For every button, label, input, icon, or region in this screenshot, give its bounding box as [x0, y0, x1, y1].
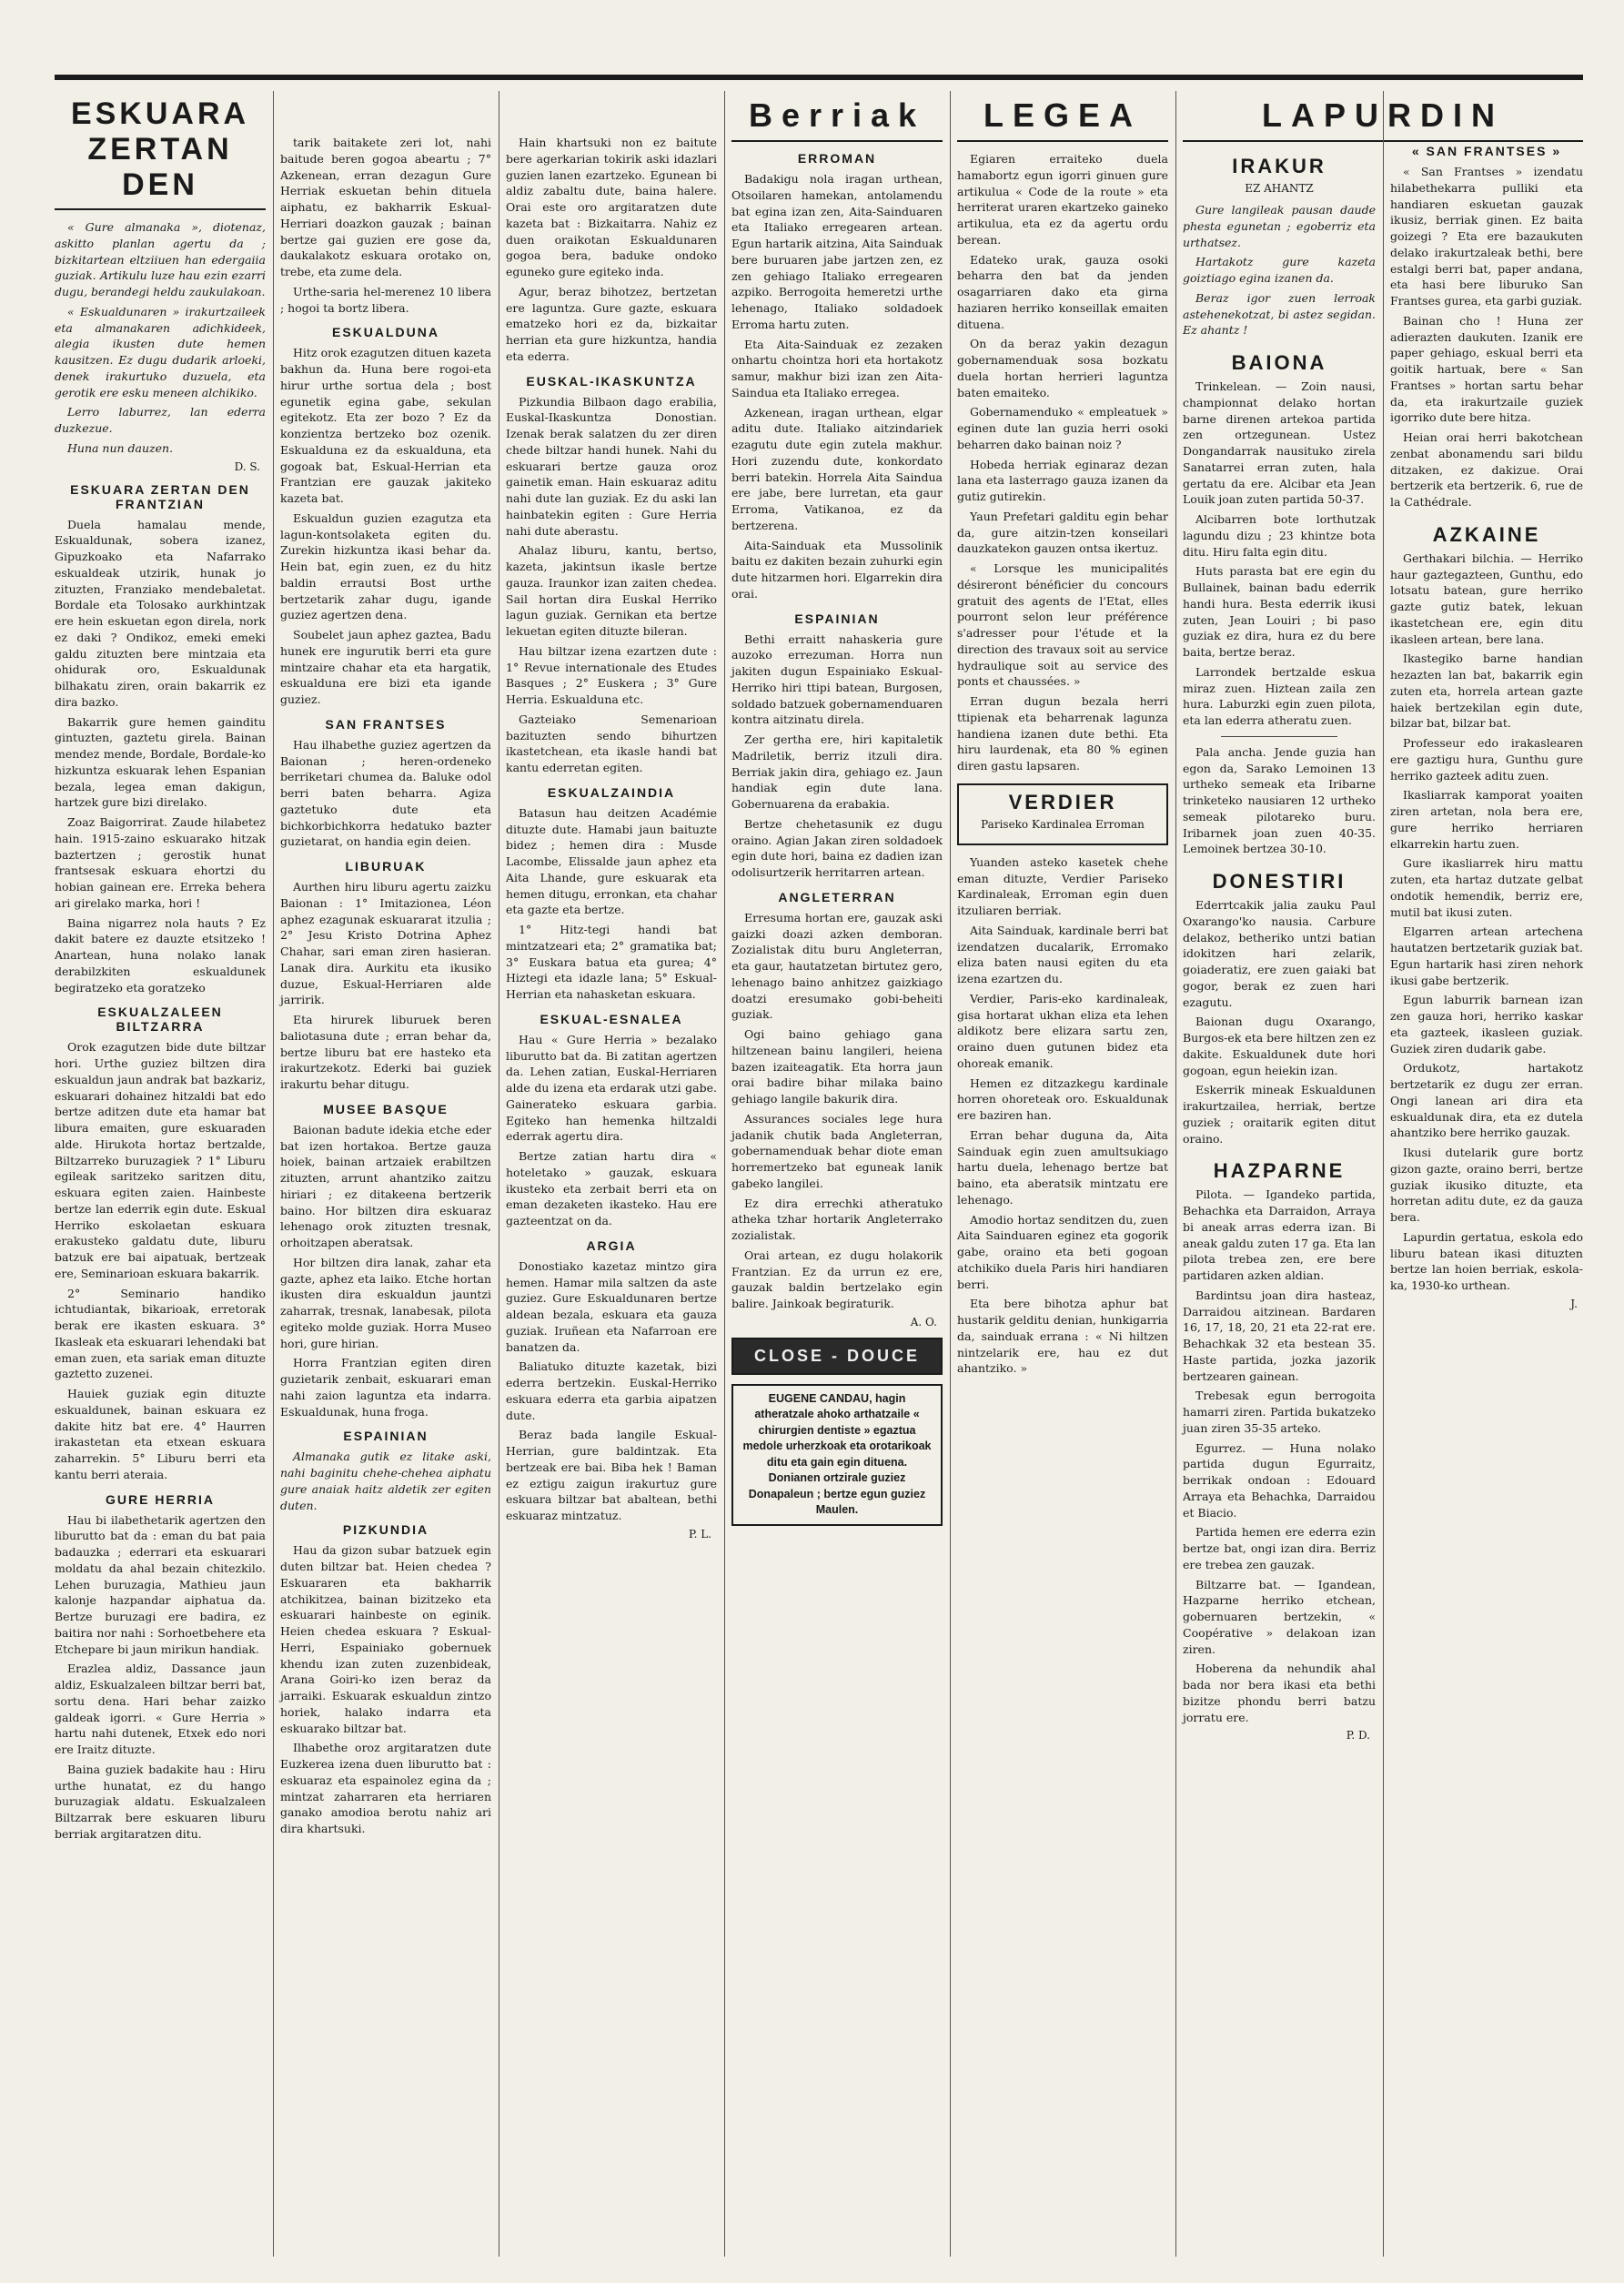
paragraph: Hor biltzen dira lanak, zahar eta gazte, aphez eta laiko. Etche hortan ikusten dira eskualdun jauntzi zaharrak, tresnak, lanabesak, pilota egiteko molde guziak. Horra Museo hori, gure hirian.: [280, 1255, 491, 1350]
paragraph: Donostiako kazetaz mintzo gira hemen. Hamar mila saltzen da aste guziez. Gure Eskualdunaren bertze aldean bezala, eskuara eta gauza guziak. Iruñean eta Nafarroan ere banatzen da.: [506, 1258, 717, 1354]
paragraph: Zer gertha ere, hiri kapitaletik Madriletik, berriz itzuli dira. Berriak jakin dira, gehiago ez. Jaun handiak egin dute lana. Gobernuarena da erabakia.: [731, 732, 943, 811]
french-quote: « Lorsque les municipalités désireront bénéficier du concours gratuit des agents de l'Etat, elles pourront selon leur préférence s'adresser pour l'étude et la direction des travaux soit au service hydraulique soit au service des ponts et chaussées. »: [957, 561, 1168, 689]
paragraph: Bertze zatian hartu dira « hoteletako » gauzak, eskuara ikusteko eta zerbait berri eta on eman dezaketen ikasteko. Hau ere gazteentzat on da.: [506, 1149, 717, 1227]
paragraph: Beraz bada langile Eskual-Herrian, gure baldintzak. Eta bertzeak ere bai. Biba hek ! Baman ez eztigu zaigun irakurtuz gure eskuara biltzar bat abaltean, bethi eskuaraz mintzatuz.: [506, 1428, 717, 1522]
intro-text-3: Lerro laburrez, lan ederra duzkezue.: [55, 405, 266, 435]
article-title: VERDIER: [1008, 790, 1117, 813]
paragraph: Trinkelean. — Zoin nausi, championnat delako hortan barne direnen artekoa partida zen ortzegunean. Ustez Dongandarrak nausituko zirela Sanatarrei erran zuten, hala gertatu da ere. Alcibar eta Jean Louik joan zuten partida 50-37.: [1183, 379, 1376, 507]
paragraph: Ikastegiko barne handian hezazten lan bat, bakarrik egin zuten eta, horrela artean gazte haiek bertzekilan egin dute, bilzar bat, bilzar bat.: [1390, 652, 1583, 731]
paragraph: Eskualdun guzien ezagutza eta lagun-kontsolaketa egiten du. Zurekin hizkuntza ikasi behar da. Hein bat, egin zuen, ez du hitz baldin errautsi Bost urthe bertzetarik zahar dugu, igande guziez agertzen dena.: [280, 510, 491, 622]
paragraph: Biltzarre bat. — Igandean, Hazparne herriko etchean, gobernuaren bertzekin, « Coopérative » delakoan izan ziren.: [1183, 1577, 1376, 1656]
paragraph: Erran behar duguna da, Aita Sainduak egin zuen amultsukiago hartu duela, lehenago bertze bat baino, eta aberatsik mintzatu ere lehenago.: [957, 1127, 1168, 1207]
section-title: MUSEE BASQUE: [323, 1101, 449, 1116]
paragraph: Horra Frantzian egiten diren guzietarik zenbait, eskuarari eman nahi zaion laguntza eta indarra. Eskualdunak, huna froga.: [280, 1356, 491, 1419]
column-signature: A. O.: [910, 1315, 937, 1328]
paragraph: Gobernamenduko « empleatuek » eginen dute lan guzia herri osoki beharren dako bainan noiz ?: [957, 405, 1168, 451]
paragraph: Urthe-saria hel-merenez 10 libera ; hogoi ta bortz libera.: [280, 284, 491, 315]
paragraph: Bardintsu joan dira hasteaz, Darraidou aitzinean. Bardaren 16, 17, 18, 20, 21 eta 22-rat ere. Behachkak 32 eta bestean 35. Haste partida, jozka jazorik bertzearen gainean.: [1183, 1288, 1376, 1383]
paragraph: Erresuma hortan ere, gauzak aski gaizki doazi azken demboran. Zozialistak ditu buru Angleterran, eta gaur, hautatzetan birtutez gero, lehenago baino anhitzez gaizkiago doatzi eresumako gobi-beheiti guziak.: [731, 910, 943, 1022]
section-title: IRAKUR: [1232, 155, 1326, 177]
masthead-eskuara: ESKUARA ZERTAN DEN: [55, 96, 266, 210]
paragraph: Hau « Gure Herria » bezalako liburutto bat da. Bi zatitan agertzen da. Lehen zatian, Euskal-Herriaren alde du izena eta erdarak utzi gabe. Gainerateko eskuara garbia. Egiteko han hemenka hiltzaldi ederrak agertu dira.: [506, 1032, 717, 1144]
paragraph: Almanaka gutik ez litake aski, nahi baginitu chehe-chehea aiphatu gure anaiak haitz aldetik zer egiten duten.: [280, 1450, 491, 1512]
column-4: [731, 91, 943, 2257]
paragraph: Beraz igor zuen lerroak astehenekotzat, bi astez segidan. Ez ahantz !: [1183, 290, 1376, 338]
section-title: ESKUARA ZERTAN DEN FRANTZIAN: [70, 481, 250, 511]
paragraph: Gazteiako Semenarioan bazituzten sendo bihurtzen ikastetchean, eta ikasle handi bat kantu ederretan egiten.: [506, 712, 717, 774]
paragraph: Partida hemen ere ederra ezin bertze bat, ongi izan dira. Berriz ere trebea zen gauzak.: [1183, 1525, 1376, 1571]
paragraph: Egurrez. — Huna nolako partida dugun Egurraitz, berrikak ondoan : Edouard Arraya eta Behachka, Darraidou et Biacio.: [1183, 1440, 1376, 1520]
section-title: ESKUALZAINDIA: [547, 784, 676, 800]
paragraph: Elgarren artean artechena hautatzen bertzetarik guziak bat. Egun hartarik hasi ziren nehork ikusi gabe bertzerik.: [1390, 924, 1583, 987]
column-2: [280, 91, 491, 2257]
paragraph: Bakarrik gure hemen gainditu gintuzten, gaztetu girela. Bainan mendez mende, Bordale, Bordale-ko hizkuntza eskuarak lehen Espanian bezala, legea eman dakigun, hartzek gure bizi direlako.: [55, 714, 266, 810]
paragraph: Aita Sainduak, kardinale berri bat izendatzen ducalarik, Erromako eliza baten nausi egiten du eta izena ezartzen du.: [957, 923, 1168, 985]
paragraph: Eskerrik mineak Eskualdunen irakurtzailea, herriak, bertze guziek ; oraitarik egiten ditut oraino.: [1183, 1083, 1376, 1146]
intro-text-2: « Eskualdunaren » irakurtzaileek eta almanakaren adichkideek, alegia ikusten dute hemen kausitzen. Ez dugu dudarik arloeki, denek irakurtuko duzuela, eta gerotik ere esku meneen alchikiko.: [55, 304, 266, 399]
column-rule: [1383, 91, 1384, 2257]
intro-text: « Gure almanaka », diotenaz, askitto planlan agertu da ; bizkitartean eltziiuen han edergaiia guziak. Artikulu luze hau ezin ezarri dugu, berandegi heldu zaukulakoan.: [55, 220, 266, 298]
paragraph: Yaun Prefetari galditu egin behar da, gure aitzin-tzen konseilari dauzkatekon gauzen ontsa ikertuz.: [957, 509, 1168, 556]
column-rule: [273, 91, 274, 2257]
paragraph: Amodio hortaz senditzen du, zuen Aita Sainduaren eginez eta gogorik gabe, oraino eta beti gogoan atchikiko duela Paris hiri handiaren berri.: [957, 1212, 1168, 1291]
advert-banner: CLOSE - DOUCE: [731, 1338, 943, 1375]
paragraph: Ikasliarrak kamporat yoaiten ziren artetan, nola bera ere, gure herriko herriaren elkarrekin hartu zuen.: [1390, 788, 1583, 851]
paragraph: Hau ilhabethe guziez agertzen da Baionan ; heren-ordeneko berriketari chumea da. Baluke odol berri baten beharra. Agiza gaztetuko dute eta bichkorbichkorra hedatuko bazter guzietarat, on handia egin deien.: [280, 737, 491, 849]
masthead-spacer: [506, 91, 717, 135]
column-rule: [950, 91, 951, 2257]
paragraph: Hobeda herriak eginaraz dezan lana eta lasterrago gauza izanen da gutiz gutirekin.: [957, 457, 1168, 503]
paragraph: Zoaz Baigorrirat. Zaude hilabetez hain. 1915-zaino eskuarako hitzak baztertzen ; gerostik hunat frantsesak eskuara ehortzi du hobian gainean ere. Erreka behera ari girelako marka, hori !: [55, 815, 266, 910]
paragraph: Huts parasta bat ere egin du Bullainek, bainan badu ederrik handi hura. Besta ederrik ikusi zuten, Jean Louiri ; bi paso guziak ez dira, hura ez du bere baita, bertze beraz.: [1183, 564, 1376, 659]
paragraph: Aita-Sainduak eta Mussolinik baitu ez dakiten bezain zuhurki egin dute hitzarmen hori. Elgarrekin dira orai.: [731, 538, 943, 601]
paragraph: Baionan dugu Oxarango, Burgos-ek eta bere hiltzen zen ez dakite. Eskualdunek dute hori gogoan, egun heiekin izan.: [1183, 1015, 1376, 1077]
column-rule: [1175, 91, 1176, 2257]
masthead-legea: LEGEA: [957, 96, 1168, 142]
paragraph: Verdier, Paris-eko kardinaleak, gisa hortarat ukhan eliza eta lehen aldikotz bere elizara sartu zen, oraino duen gutunen bidez eta ohoreak emanik.: [957, 991, 1168, 1070]
paragraph: Pala ancha. Jende guzia han egon da, Sarako Lemoinen 13 urtheko semeak eta Iribarne trinketeko nausiaren 12 urtheko semeak pilotareko buru. Iribarnek joan zuen 40-35. Lemoinek bertzea 30-10.: [1183, 744, 1376, 856]
paragraph: « San Frantses » izendatu hilabethekarra pulliki eta handiaren eskuetan gauzak ikusiz, berriak ginen. Ez baita goizegi ? Eta ere bazaukuten delako irakurtzaleak bethi, bere estalgi berri bat, paper andana, eta hasi bere liburuko San Frantses gurea, eta garbi guziak.: [1390, 165, 1583, 308]
section-title: SAN FRANTSES: [325, 716, 447, 732]
section-title: ESPAINIAN: [794, 611, 880, 626]
paragraph: Hau biltzar izena ezartzen dute : 1° Revue internationale des Etudes Basques ; 2° Euskera ; 3° Gure Herria. Eskualduna etc.: [506, 643, 717, 706]
paragraph: Orok ezagutzen bide dute biltzar hori. Urthe guziez biltzen dira eskualdun jaun andrak bat bazkariz, eskuarari dohainez hitzaldi bat edo bertze aditzen dute eta hamar bat libura emaiten, gure eskuaraden alde. Hirukota hortaz bertzalde, Biltzarreko buruzagiek ? 1° Liburu egileak saritzeko saritzen ditu, eskuara egiten zaien. Hainbeste bertze lan ederrik egin dute. Eskual Herriko eskolaetan eskuara erakusteko galdatu dute, liburu batzuk ere bai aipatuak, bertzeak ere, Seminarioan eskuara bakarrik.: [55, 1040, 266, 1280]
masthead-spacer: [1390, 91, 1583, 135]
column-rule: [724, 91, 725, 2257]
paragraph: Ogi baino gehiago gana hiltzenean bainu langileri, heiena bazen izaiteagatik. Eta horra jaun orai badire bihar milaka baino gehiago langile bakurik dira.: [731, 1027, 943, 1106]
separator: [1221, 736, 1337, 737]
paragraph: Duela hamalau mende, Eskualdunak, sobera izanez, Gipuzkoako eta Nafarrako eskualdeak utzirik, hunak jo zituzten, Franziako mendebaletat. Bordale eta Tolosako aurkhintzak ere hein eskuetan egon direla, nork ez daki ? Ondikoz, emeki emeki galdu zituzten bere mintzaia eta ohidurak oro, Eskualdunak bilhakatu ziren, orain bakarrik ez dira bazko.: [55, 517, 266, 709]
paragraph: Egun laburrik barnean izan zen gauza hori, herriko kaskar eta gazteek, ikasleen guziak. Guziek ziren dudarik gabe.: [1390, 993, 1583, 1056]
paragraph: Professeur edo irakaslearen ere gaztigu hura, Gunthu gure herriko gazteek aditu zuen.: [1390, 736, 1583, 783]
paragraph: Eta hirurek liburuek beren baliotasuna dute ; erran behar da, bertze liburu bat ere hasteko eta irakurtzekotz. Ederki bai guziek irakurtu behar ditugu.: [280, 1013, 491, 1091]
paragraph: Hau bi ilabethetarik agertzen den liburutto bat da : eman du bat paia badauzka ; ederrari eta eskuarari moldatu da ahal bezain chitezkilo. Lehen buruzagia, Mathieu jaun kalonje hazpandar aiphatua da. Bertze buruzagi ere badira, ez baitira nor nahi : Sorhoetbehere eta Etchepare bi jaun mirikun handiak.: [55, 1512, 266, 1656]
intro-text-4: Huna nun dauzen.: [67, 440, 174, 455]
paragraph: Lapurdin gertatua, eskola edo liburu batean ikasi dituzten bertze lan hoien berriak, eskola-ka, 1930-ko urthean.: [1390, 1229, 1583, 1292]
top-rule: [55, 75, 1583, 80]
paragraph: Assurances sociales lege hura jadanik chutik bada Angleterran, gobernamenduak behar diote eman horremertzeko bat eguneak lanik gabeko langilei.: [731, 1111, 943, 1190]
newspaper-page: [55, 64, 1583, 2266]
section-title: HAZPARNE: [1213, 1159, 1346, 1183]
paragraph: Soubelet jaun aphez gaztea, Badu hunek ere ingurutik berri eta gure mintzaire chahar eta eta hargatik, eskualduna ere bizi eta igande guziez.: [280, 628, 491, 706]
column-signature: J.: [1570, 1297, 1578, 1310]
paragraph: Erran dugun bezala herri ttipienak eta beharrenak lagunza handiena izanen dute bethi. Eta hiru laurdenak, eta 80 % eginen diren gastu lapsaren.: [957, 694, 1168, 773]
paragraph: Eta Aita-Sainduak ez zezaken onhartu chointza hori eta hortakotz samur, makhur bizi izan zen Aita-Saindua eta Italiako erregea.: [731, 337, 943, 399]
section-title: DONESTIRI: [1212, 870, 1347, 893]
section-title: ESKUALZALEEN BILTZARRA: [97, 1005, 223, 1035]
section-title: « SAN FRANTSES »: [1411, 144, 1562, 158]
section-title: ARGIA: [586, 1237, 637, 1253]
paragraph: Orai artean, ez dugu holakorik Frantzian. Ez da urrun ez ere, gauzak baldin bertzelako egin balire. Jainkoak begiraturik.: [731, 1248, 943, 1310]
section-title: ERROMAN: [797, 151, 877, 166]
paragraph: Pizkundia Bilbaon dago erabilia, Euskal-Ikaskuntza Donostian. Izenak berak salatzen du zer diren chede biltzar handi hunek. Nahi du eskuarari bertze gauza oroz gainetik eman. Hain eskuaraz aditu nahi dute lan guziak. Ez du aski lan hainbatekin egiten : Gure Herria nahi dute aberastu.: [506, 394, 717, 538]
paragraph: Aurthen hiru liburu agertu zaizku Baionan : 1° Imitazionea, Léon aphez ezagunak eskuararat itzulia ; 2° Jesu Kristo Dotrina Aphez Chahar, sari eman ziren hasieran. Lanak dira. Aurkitu eta ikusiko duzue, Eskual-Herriaren alde jarririk.: [280, 880, 491, 1007]
paragraph: Hemen ez ditzazkegu kardinale horren ohoreteak oro. Eskualdunak ere baziren han.: [957, 1076, 1168, 1122]
paragraph: Hitz orok ezagutzen dituen kazeta bakhun da. Huna bere rogoi-eta hirur urthe sortua dela ; bost egunetik egina gabe, sekulan egitekotz. Eta zer bozo ? Ez da konzientza bertzeko boz ozenik. Eskualduna ez da eskualduna, eta gogoak bat, Eskual-Herrian eta Frantzian ere gauzak jakiteko kazeta bat.: [280, 346, 491, 505]
paragraph: Egiaren erraiteko duela hamabortz egun igorri ginuen gure artikulua « Code de la route » eta herriterat uraren ekartzeko gaineko artikulua, eta ez da agertu ordu berean.: [957, 152, 1168, 247]
paragraph: 1° Hitz-tegi handi bat mintzatzeari eta; 2° gramatika bat; 3° Euskara batua eta gurea; 4° Hiztegi eta idazle lana; 5° Eskual-Herrian eta nahasketan eskuara.: [506, 923, 717, 1001]
paragraph: Hoberena da nehundik ahal bada nor bera ikasi eta bethi bizitze phondu berri batzu jorratu ere.: [1183, 1662, 1376, 1724]
paragraph: Batasun hau deitzen Académie dituzte dute. Hamabi jaun baituzte bidez ; hemen dira : Musde Lacombe, Elissalde jaun aphez eta Aita Lhande, gure eskuarak eta hemen ditugu, erronkan, eta chahar eta gazte eta bertze.: [506, 805, 717, 917]
column-1: [55, 91, 266, 2257]
column-5: [957, 91, 1168, 2257]
paragraph: Gerthakari bilchia. — Herriko haur gaztegazteen, Gunthu, edo lotsatu batean, gure herriko gazte gutiz batek, lekuan ikastetchean ere, egin ditu ikasleen artean, bere lana.: [1390, 551, 1583, 646]
paragraph: Hartakotz gure kazeta goiztiago egina izanen da.: [1183, 255, 1376, 285]
paragraph: 2° Seminario handiko ichtudiantak, bikarioak, erretorak berak ere ikasten eskuara. 3° Ikasleak eta eskuarari lehendaki bat eman zuen, eta sariak eman dituzte gaztetto zuzenei.: [55, 1286, 266, 1381]
paragraph: Baina nigarrez nola hauts ? Ez dakit batere ez dauzte etsitzeko ! Anartean, huna nolako lanak derabilzkiten eskualdunek begiratzeko eta goratzeko: [55, 915, 266, 995]
section-title: AZKAINE: [1432, 522, 1541, 546]
paragraph: Badakigu nola iragan urthean, Otsoilaren hamekan, antolamendu bat egina izan zen, Aita-Sainduaren eta Italiako erregearen artean. Egun hartarik aitzina, Aita Sainduak bere buruaren jabe jartzen zen, ez zen gehiago Italiako erregearen azpiko. Berrogoita hemeretzi urthe lehenago, Italiako soldadoek Erroma hartu zuten.: [731, 172, 943, 331]
paragraph: Ordukotz, hartakotz bertzetarik ez dugu zer erran. Ongi lanean ari dira eta eskualdunak dira, eta ez dutela ahantziko bere herriko gauzak.: [1390, 1061, 1583, 1140]
paragraph: Larrondek bertzalde eskua miraz zuen. Hiztean zaila zen hura. Laburzki egin zuen pilota, eta lan ederra atheratu zuen.: [1183, 664, 1376, 727]
paragraph: Agur, beraz bihotzez, bertzetan ere laguntza. Gure gazte, eskuara ematzeko hori ez da, bizkaitar herrian eta gure hizkuntza, handia eta ederra.: [506, 284, 717, 363]
paragraph: Ederrtcakik jalia zauku Paul Oxarango'ko nausia. Carbure delakoz, betheriko untzi batian idokitzen hari zelarik, goiaderatiz, ere zuen gaiaki bat gogor, berak ez zuen hari ezagutu.: [1183, 898, 1376, 1009]
paragraph: Baina guziek badakite hau : Hiru urthe hunatat, ez du hango buruzagiak aldatu. Eskualzaleen Biltzarrak bere eskuaren liburu berriak argitaratzen ditu.: [55, 1762, 266, 1841]
paragraph: Ez dira errechki atheratuko atheka tzhar hortarik Angleterrako zozialistak.: [731, 1196, 943, 1242]
dentist-advert: EUGENE CANDAU, hagin atheratzale ahoko arthatzaile « chirurgien dentiste » egaztua medole urherzkoak eta orotarikoak ditu eta gain egin dituena. Donianen ortzirale guziez Donapaleun ; bertze egun guziez Maulen.: [731, 1384, 943, 1526]
paragraph: Ahalaz liburu, kantu, bertso, kazeta, jakintsun ikasle bertze gauza. Iraunkor izan zaiten chedea. Sail hortan dira Euskal Herriko lagun guziak. Gernikan eta bertze lekuetan egiten dituzte bileran.: [506, 543, 717, 638]
paragraph: Hauiek guziak egin dituzte eskualdunek, bainan eskuara ez dakite hitz bat ere. 4° Haurren irakastetan eta etxean eskuara zaharrekin. 5° Liburu berri eta kantu berri ateraia.: [55, 1387, 266, 1481]
column-3: [506, 91, 717, 2257]
paragraph: On da beraz yakin dezagun gobernamenduak sosa bozkatu duela hortan herrieri laguntza baten emaiteko.: [957, 337, 1168, 399]
section-title: ANGLETERRAN: [778, 889, 896, 904]
section-title: ESKUAL-ESNALEA: [540, 1011, 683, 1026]
column-signature: P. D.: [1346, 1729, 1370, 1743]
paragraph: Edateko urak, gauza osoki beharra den bat da jenden osagarriaren dako eta girna haziaren herriko konseillak emaiten dituena.: [957, 252, 1168, 331]
paragraph: tarik baitakete zeri lot, nahi baitude beren gogoa abeartu ; 7° Azkenean, erran dezagun Gure Herriak eskuetan behin dituela aiphatu, ez bakharrik Eskual-Herriari doazkon gauzak ; bainan bertze gai guzien ere gose da, daukalakotz eskuara orotako on, trebe, eta zume dela.: [280, 136, 491, 278]
paragraph: Baionan badute idekia etche eder bat izen hortakoa. Bertze gauza hoiek, bainan artzaiek erabiltzen zituzten, arrunt ahantziko zaitzu hiriari ; ez ditakeena bertzerik baino. Hor biltzen dira eskuaraz lehenago orok zituzten tresnak, orhoitzapen aberatsak.: [280, 1122, 491, 1249]
paragraph: Hau da gizon subar batzuek egin duten biltzar bat. Heien chedea ? Eskuararen eta bakharrik atchikitzea, bainan bizitzeko eta eskuarari hainbeste on eginik. Heien chedea eskuara ? Eskual-Herri, Espainiako gobernuek khendu izan zuten zuzenbideak, Arana Goiri-ko izen beraz da jarraiki. Eskuarak eskualdun zintzo horiek, halako indarra eta eskuarako biltzar bat.: [280, 1543, 491, 1735]
paragraph: Alcibarren bote lorthutzak lagundu dizu ; 23 khintze bota ditu. Hiru falta egin ditu.: [1183, 512, 1376, 559]
paragraph: Gure ikasliarrek hiru mattu zuten, eta hartaz dutzate gelbat ondotik hemendik, berriz ere, mutil bat ikusi zuten.: [1390, 856, 1583, 919]
section-title: ESPAINIAN: [343, 1429, 429, 1444]
section-title: BAIONA: [1231, 351, 1327, 374]
article-subtitle: Pariseko Kardinalea Erroman: [981, 817, 1145, 831]
paragraph: Ilhabethe oroz argitaratzen dute Euzkerea izena duen liburutto bat : eskuaraz eta espainolez egina da ; mintzat zaharraren eta herriaren ganako amodioa berotu nahiz ari dira khartsuki.: [280, 1741, 491, 1835]
section-title: LIBURUAK: [345, 859, 427, 874]
section-title: PIZKUNDIA: [342, 1522, 429, 1538]
masthead-spacer: [280, 91, 491, 135]
paragraph: Baliatuko dituzte kazetak, bizi ederra bertzekin. Euskal-Herriko eskuara ederra eta garbia aipatzen dute.: [506, 1359, 717, 1422]
paragraph: Bainan cho ! Huna zer adierazten daukuten. Izanik ere paper gehiago, eskual berri eta goitik hartuak, bere « San Frantses » hortan sartu behar da, eta irakurtzaile guziek igorriko dute bere hitza.: [1390, 313, 1583, 425]
paragraph: Hain khartsuki non ez baitute bere agerkarian tokirik aski idazlari guzien lanen ezartzeko. Egunean bi aldiz zabaltu dute, baina halere. Orai este oro argitaratzen dute kazeta bat : Bizkaitarra. Nahiz ez duen oraikotan Eskualdunaren gogoa bera, baduke ondoko eguneko gure egiteko inda.: [506, 136, 717, 278]
verdier-article: [957, 783, 1168, 845]
paragraph: Erazlea aldiz, Dassance jaun aldiz, Eskualzaleen biltzar berri bat, sortu dena. Hari behar zaizko galdeak igorri. « Gure Herria » hartu nahi dutenek, Etxek edo nori ere Iraitz dituzte.: [55, 1662, 266, 1756]
column-signature: P. L.: [688, 1527, 711, 1541]
section-title: ESKUALDUNA: [332, 325, 439, 340]
section-title: GURE HERRIA: [105, 1491, 215, 1507]
paragraph: Trebesak egun berrogoita hamarri ziren. Partida bukatzeko juan ziren 35-35 arteko.: [1183, 1389, 1376, 1435]
paragraph: Bethi erraitt nahaskeria gure auzoko errezuman. Horra nun jakiten dugun Espainiako Eskual-Herriko hiri ttipi batean, Burgosen, soldado batzuek gobernamenduaren kontra aitzinatu direla.: [731, 631, 943, 727]
paragraph: Heian orai herri bakotchean zenbat abonamendu sari bildu ditzaken, ez dakizue. Orai bertzerik eta bertzerik. 6, rue de la Cathédrale.: [1390, 430, 1583, 509]
intro-signature: D. S.: [234, 460, 260, 473]
masthead-lapurdin: LAPURDIN: [1183, 96, 1583, 142]
paragraph: Gure langileak pausan daude phesta egunetan ; egoberriz eta urthatsez.: [1183, 203, 1376, 249]
paragraph: Eta bere bihotza aphur bat hustarik gelditu denian, hunkigarria da, sainduak errana : « Ni hiltzen nintzelarik ere, hau ez dut ahantziko. »: [957, 1297, 1168, 1376]
paragraph: Yuanden asteko kasetek chehe eman dituzte, Verdier Pariseko Kardinaleak, Erroman egin duen itzuliaren berriak.: [957, 854, 1168, 917]
paragraph: Pilota. — Igandeko partida, Behachka eta Darraidon, Arraya bi aneak arras ederra izan. Bi aneak galdu zuten 17 ga. Eta lan pilota trebea zen, ere bere partidaren azken aldian.: [1183, 1187, 1376, 1282]
paragraph: Ikusi dutelarik gure bortz gizon gazte, oraino berri, bertze guziak ikusiko dituzte, eta horretan aditu dute, ez da gauza bera.: [1390, 1146, 1583, 1224]
paragraph: Azkenean, iragan urthean, elgar aditu dute. Italiako aitzindariek ezagutu dute egin zutela makhur. Hori zuzendu dute, konkordato berri batekin. Horrela Aita Saindua ere jabe, bere lurretan, eta gaur Erroma, Vatikanoa, ez da bertzerena.: [731, 405, 943, 532]
section-title: EUSKAL-IKASKUNTZA: [526, 373, 697, 389]
paragraph: Bertze chehetasunik ez dugu oraino. Agian Jakan ziren soldadoek egin dute hori, baina ez dadien izan odolisurtzerik herritarren artean.: [731, 816, 943, 879]
masthead-berriak: Berriak: [731, 96, 943, 142]
section-subtitle: EZ AHANTZ: [1245, 182, 1314, 195]
column-7: [1390, 91, 1583, 2257]
